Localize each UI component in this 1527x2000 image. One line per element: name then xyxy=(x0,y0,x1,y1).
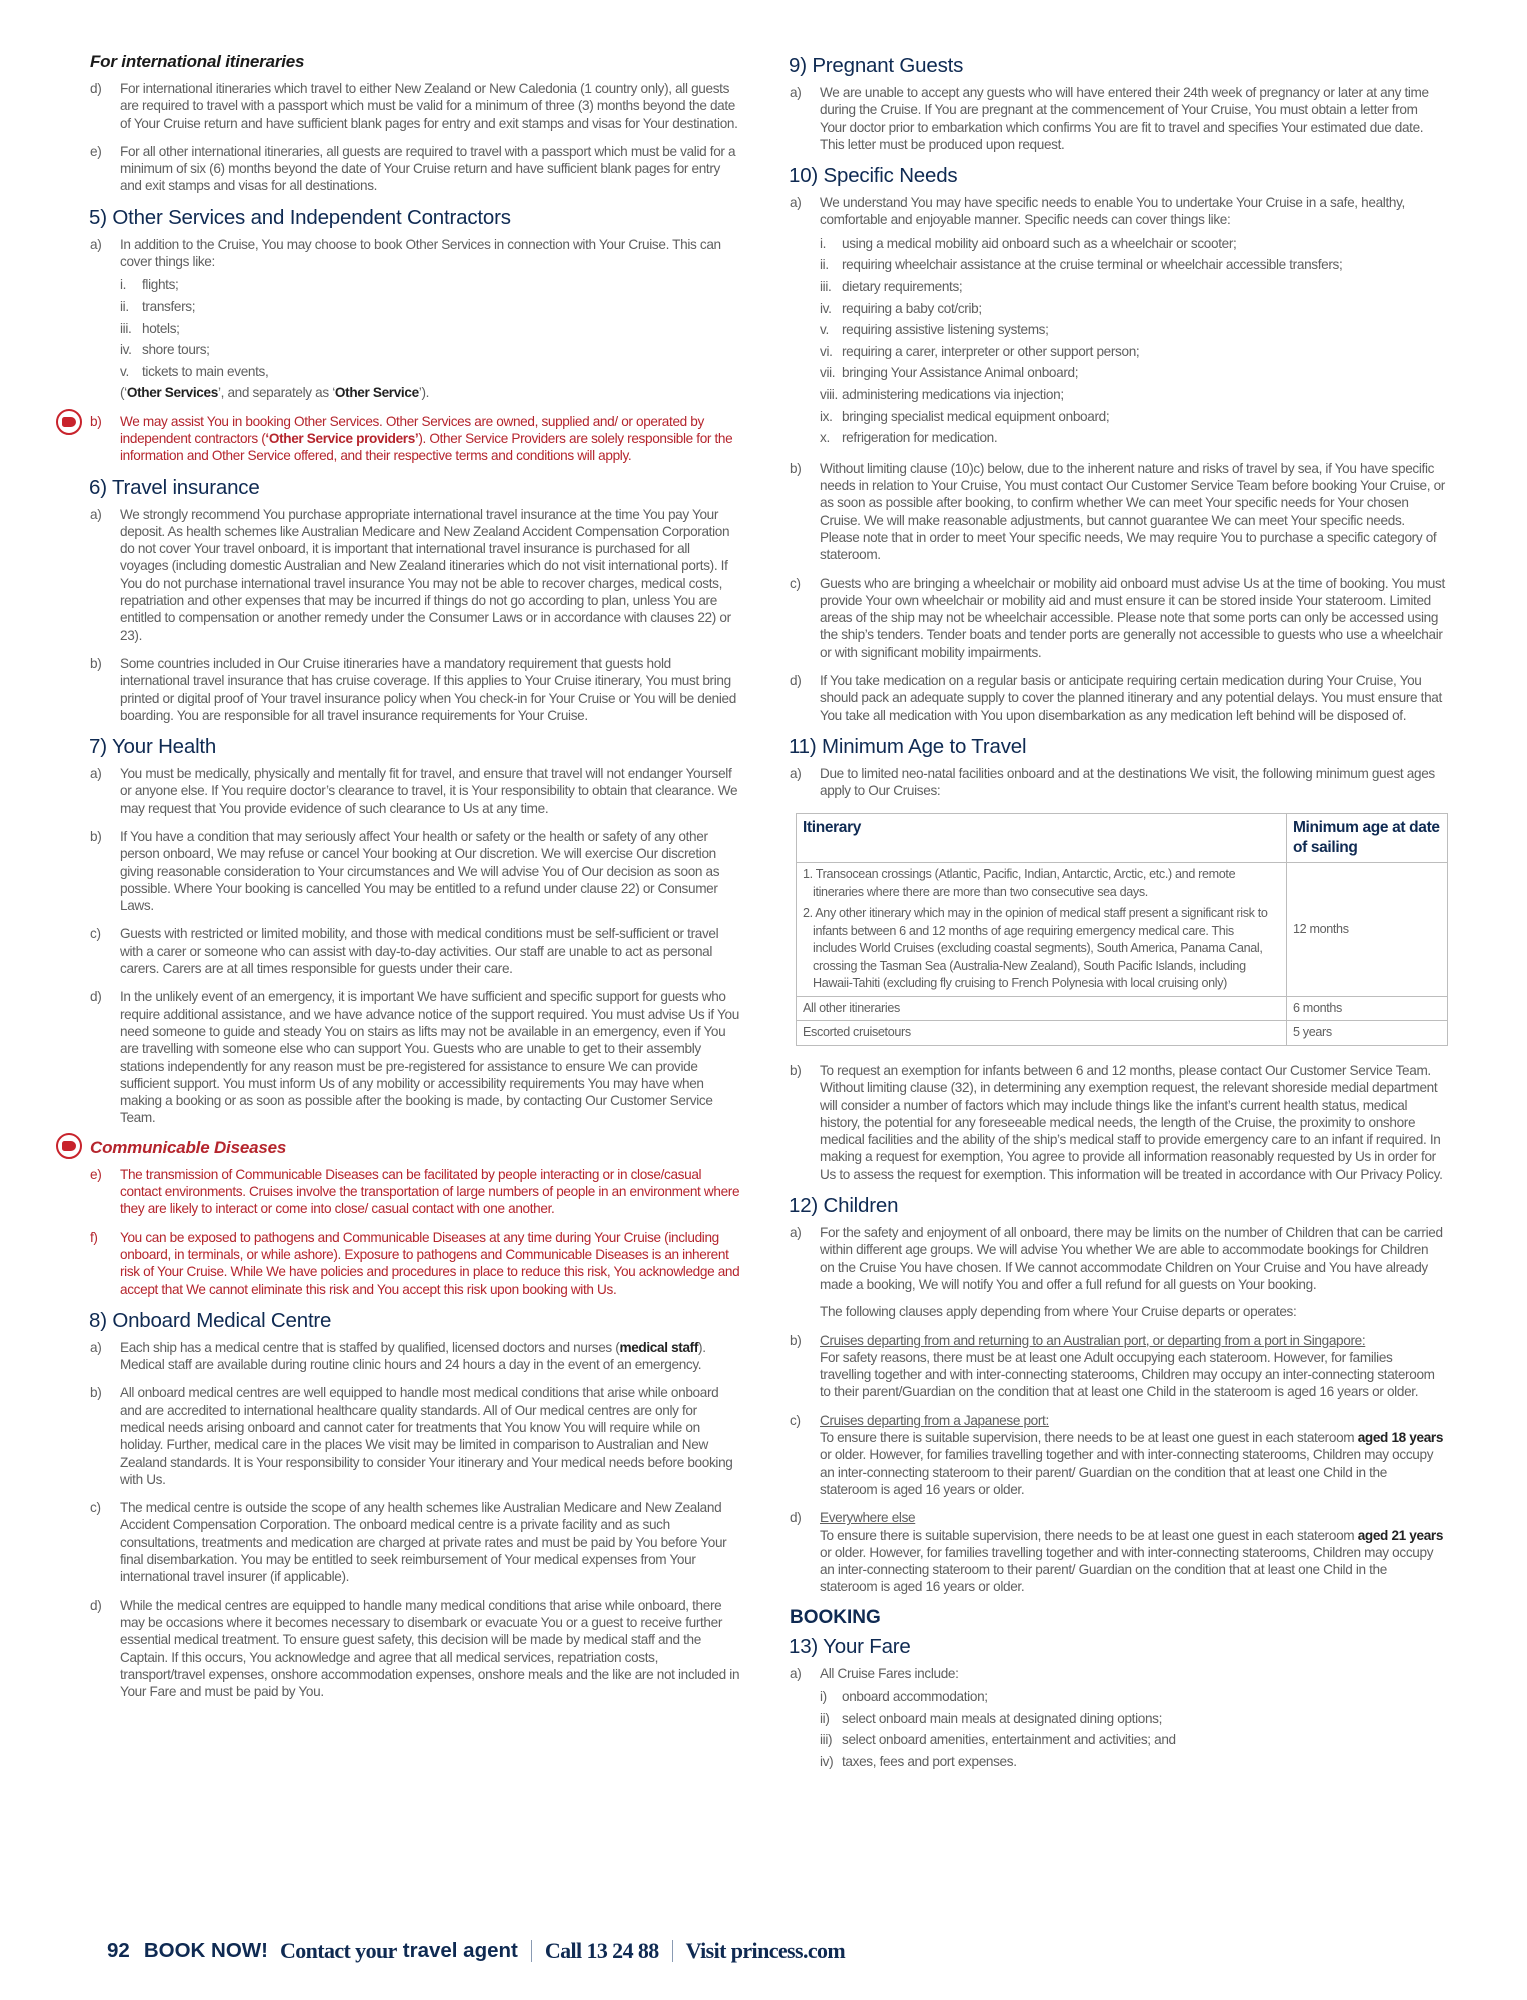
section-12-title: 12) Children xyxy=(789,1194,899,1218)
clause-7c: c) Guests with restricted or limited mobility, and those with medical conditions must be self-sufficient or travel with a carer or someone who can assist with day-to-day activities. Our staff are unable to act as personal carers. Carers are at all times responsible for guests under their care. xyxy=(90,926,719,977)
clause-6b: b) Some countries included in Our Cruise itineraries have a mandatory requirement that guests hold international travel insurance that has cruise coverage. If this applies to Your Cruise itinerary, You must bring printed or digital proof of Your travel insurance policy when You check-in for Your Cruise or You will be denied boarding. You are responsible for all travel insurance requirements for Your Cruise. xyxy=(90,655,736,723)
clause-7a: a) You must be medically, physically and mentally fit for travel, and ensure that travel will not endanger Yourself or anyone else. If You require doctor’s clearance to travel, it is Your responsibility to obtain that clearance. We may request that You provide evidence of such clearance to Us at any time. xyxy=(90,766,738,816)
clause-10d: d) If You take medication on a regular basis or anticipate requiring certain medication during Your Cruise, You should pack an adequate supply to cover the planned itinerary and any potential delays. You must ensure that You take all medication with You upon disembarkation as any medication left behind will be disposed of. xyxy=(790,672,1442,723)
communicable-diseases-heading: Communicable Diseases xyxy=(90,1138,740,1158)
book-now-label: BOOK NOW! xyxy=(143,1939,268,1962)
minimum-age-table xyxy=(796,813,1448,1046)
list-item: i. flights; xyxy=(120,277,179,293)
call-phone-link[interactable]: Call 13 24 88 xyxy=(544,1938,659,1963)
fare-includes-list xyxy=(820,1686,1445,1772)
table-header-row xyxy=(797,814,1448,863)
list-item: i. using a medical mobility aid onboard such as a wheelchair or scooter; xyxy=(820,235,1237,251)
section-5-title: 5) Other Services and Independent Contractors xyxy=(89,205,511,229)
clause-12a: a) For the safety and enjoyment of all onboard, there may be limits on the number of Children that can be carried within different age groups. We will advise You whether We are able to accommodate bookings for Children on the Cruise You have chosen. If We cannot accommodate Children on Your Cruise and You have already made a booking, We will notify You and offer a full refund for all guests on Your booking. The following clauses apply depending from where Your Cruise departs or operates: xyxy=(790,1225,1443,1320)
contact-label: Contact your xyxy=(279,1938,397,1963)
list-item: viii. administering medications via injection; xyxy=(820,386,1064,402)
clause-4d: d) For international itineraries which travel to either New Zealand or New Caledonia (1 country only), all guests are required to travel with a passport which must be valid for a minimum of three (3) months beyond the date of Your Cruise return and have sufficient blank pages for entry and exit stamps and visas for Your destination. xyxy=(90,81,738,131)
list-item: iv. requiring a baby cot/crib; xyxy=(820,300,982,316)
column-header: Minimum age at date of sailing xyxy=(1287,814,1448,863)
list-item: iii. hotels; xyxy=(120,320,180,336)
clause-7f: f) You can be exposed to pathogens and Communicable Diseases at any time during Your Cruise (including onboard, in terminals, or while ashore). Exposure to pathogens and Communicable Diseases is an inherent risk of Your Cruise. While We have policies and procedures in place to reduce this risk, You acknowledge and accept that We cannot eliminate this risk and You accept this risk upon booking with Us. xyxy=(90,1229,740,1297)
list-item: ii. requiring wheelchair assistance at the cruise terminal or wheelchair accessible transfers; xyxy=(820,257,1343,273)
clause-11a: a) Due to limited neo-natal facilities onboard and at the destinations We visit, the following minimum guest ages apply to Our Cruises: xyxy=(790,765,1435,799)
clause-8a: a) Each ship has a medical centre that is staffed by qualified, licensed doctors and nurses (medical staff). Medical staff are available during routine clinic hours and 24 hours a day in the event of an emergency. xyxy=(90,1339,706,1373)
other-services-list xyxy=(120,274,740,382)
section-13-title: 13) Your Fare xyxy=(789,1634,911,1658)
list-item: x. refrigeration for medication. xyxy=(820,430,998,446)
section-11-title: 11) Minimum Age to Travel xyxy=(789,734,1027,758)
divider xyxy=(531,1940,532,1962)
clause-8c: c) The medical centre is outside the scope of any health schemes like Australian Medicare and New Zealand Accident Compensation Corporation. The onboard medical centre is a private facility and as such consultations, treatments and medication are charged at private rates and must be paid by You before Your final disembarkation. You may be entitled to seek reimbursement of Your medical expenses from Your international travel insurer (if applicable). xyxy=(90,1500,727,1585)
list-item: i) onboard accommodation; xyxy=(820,1688,988,1704)
clause-9a: a) We are unable to accept any guests who will have entered their 24th week of pregnancy or later at any time during the Cruise. If You are pregnant at the commencement of Your Cruise, You must obtain a letter from Your doctor prior to embarkation which confirms You are fit to travel and specifies Your estimated due date. This letter must be produced upon request. xyxy=(790,85,1429,152)
list-item: v. requiring assistive listening systems; xyxy=(820,322,1049,338)
clause-4e: e) For all other international itineraries, all guests are required to travel with a passport which must be valid for a minimum of six (6) months beyond the date of Your Cruise return and have sufficient blank pages for entry and exit stamps and visas for all destinations. xyxy=(90,143,736,194)
clause-7e: e) The transmission of Communicable Diseases can be facilitated by people interacting or in close/casual contact environments. Cruises involve the transportation of large numbers of people in an environment where they are likely to interact or come into close/ casual contact with one another. xyxy=(90,1166,740,1217)
clause-13a: a) All Cruise Fares include: i) onboard accommodation; ii) select onboard main meals at designated dining options; iii) select onboard amenities, entertainment and activities; and iv) taxes, fees and port expenses. xyxy=(790,1665,1445,1773)
specific-needs-list xyxy=(820,233,1445,449)
list-item: vi. requiring a carer, interpreter or other support person; xyxy=(820,343,1140,359)
clause-10c: c) Guests who are bringing a wheelchair or mobility aid onboard must advise Us at the time of booking. You must provide Your own wheelchair or mobility aid and must ensure it can be stored inside Your stateroom. Limited areas of the ship may not be wheelchair accessible. Please note that some ports can only be accessed using the ship’s tenders. Tender boats and tender ports are generally not accessible to guests who use a wheelchair or with significant mobility impairments. xyxy=(790,575,1445,660)
table-row: 1. Transocean crossings (Atlantic, Pacific, Indian, Antarctic, Arctic, etc.) and remote itineraries where there are more than two consecutive sea days. 2. Any other itinerary which may in the opinion of medical staff present a significant risk to infants between 6 and 12 months of age requiring emergency medical care. This includes World Cruises (excluding coastal segments), South America, Panama Canal, crossing the Tasman Sea (Australia-New Zealand), South Pacific Islands, including Hawaii-Tahiti (excluding fly cruising to French Polynesia with local cruising only) 12 months xyxy=(797,863,1448,997)
pointing-hand-icon xyxy=(56,1133,82,1159)
clause-10b: b) Without limiting clause (10)c) below, due to the inherent nature and risks of travel by sea, if You have specific needs in relation to Your Cruise, You must contact Our Customer Service Team before booking Your Cruise, or as soon as possible after booking, to confirm whether We can meet Your specific needs for Your chosen Cruise. We will make reasonable adjustments, but cannot guarantee We can meet Your specific needs. Please note that in order to meet Your specific needs, We may require You to purchase a specific category of stateroom. xyxy=(790,460,1445,563)
pointing-hand-icon xyxy=(56,409,82,435)
right-column xyxy=(790,52,1445,1783)
section-6-title: 6) Travel insurance xyxy=(89,475,260,499)
page-footer xyxy=(107,1938,845,1964)
column-header: Itinerary xyxy=(797,814,1287,863)
clause-8b: b) All onboard medical centres are well equipped to handle most medical conditions that arise while onboard and are accredited to international healthcare quality standards. All of Our medical centres are only for medical needs arising onboard and cannot cater for treatments that You know You will require while on holiday. Further, medical care in the places We visit may be limited in comparison to Australian and New Zealand standards. It is Your responsibility to consider Your itinerary and Your medical needs before booking with Us. xyxy=(90,1385,733,1487)
list-item: vii. bringing Your Assistance Animal onboard; xyxy=(820,365,1079,381)
list-item: ii) select onboard main meals at designated dining options; xyxy=(820,1710,1163,1726)
clause-8d: d) While the medical centres are equipped to handle many medical conditions that arise while onboard, there may be occasions where it becomes necessary to disembark or evacuate You or a guest to receive further essential medical treatment. To ensure guest safety, this decision will be made by medical staff and the Captain. If this occurs, You acknowledge and agree that all medical services, repatriation costs, transport/travel expenses, onshore accommodation expenses, onshore meals and the like are not included in Your Fare and must be paid by You. xyxy=(90,1597,740,1700)
list-item: ix. bringing specialist medical equipment onboard; xyxy=(820,408,1110,424)
intl-itineraries-heading: For international itineraries xyxy=(90,52,305,71)
section-10-title: 10) Specific Needs xyxy=(789,164,958,188)
clause-6a: a) We strongly recommend You purchase appropriate international travel insurance at the time You pay Your deposit. As health schemes like Australian Medicare and New Zealand Accident Compensation Corporation do not cover Your travel onboard, it is important that international travel insurance is purchased for all voyages (including domestic Australian and New Zealand itineraries which do not visit international ports). If You do not purchase international travel insurance You may not be able to recover charges, medical costs, repatriation and other expenses that may be incurred if things do not go according to plan, unless You are entitled to compensation or another remedy under the Consumer Laws or in accordance with clauses 22) or 23). xyxy=(90,506,731,643)
left-column xyxy=(90,52,740,1711)
list-item: iii. dietary requirements; xyxy=(820,278,963,294)
travel-agent-label: travel agent xyxy=(402,1939,518,1962)
section-7-title: 7) Your Health xyxy=(89,735,217,759)
other-services-definition: (‘Other Services’, and separately as ‘Other Service’). xyxy=(120,385,430,401)
list-item: iv. shore tours; xyxy=(120,342,210,358)
list-item: iii) select onboard amenities, entertainment and activities; and xyxy=(820,1732,1176,1748)
section-8-title: 8) Onboard Medical Centre xyxy=(89,1308,332,1332)
visit-website-link[interactable]: Visit princess.com xyxy=(685,1938,846,1963)
clause-12d: d) Everywhere else To ensure there is suitable supervision, there needs to be at least one guest in each stateroom aged 21 years or older. However, for families travelling together and with inter-connecting staterooms, Children may occupy an inter-connecting stateroom to their parent/ Guardian on the condition that at least one Child in the stateroom is aged 16 years or older. xyxy=(790,1510,1444,1595)
clause-10a: a) We understand You may have specific needs to enable You to undertake Your Cruise in a safe, healthy, comfortable and enjoyable manner. Specific needs can cover things like: i. using a medical mobility aid onboard such as a wheelchair or scooter; ii. requiring wheelchair assistance at the cruise terminal or wheelchair accessible transfers; iii. dietary requirements; iv. requiring a baby cot/crib; v. requiring assistive listening systems; vi. requiring a carer, interpreter or other support person; vii. bringing Your Assistance Animal onboard; viii. administering medications via injection; ix. bringing specialist medical equipment onboard; x. refrigeration for medication. xyxy=(790,194,1445,449)
clause-12c: c) Cruises departing from a Japanese port: To ensure there is suitable supervision, there needs to be at least one guest in each stateroom aged 18 years or older. However, for families travelling together and with inter-connecting staterooms, Children may occupy an inter-connecting stateroom to their parent/ Guardian on the condition that at least one Child in the stateroom is aged 16 years or older. xyxy=(790,1412,1444,1497)
list-item: v. tickets to main events, xyxy=(120,363,269,379)
clause-5a: a) In addition to the Cruise, You may choose to book Other Services in connection with Your Cruise. This can cover things like: i. flights; ii. transfers; iii. hotels; iv. shore tours; v. tickets to main events, (‘Other Services’, and separately as ‘Other Service’). xyxy=(90,236,740,402)
table-row: Escorted cruisetours 5 years xyxy=(797,1021,1448,1046)
table-row: All other itineraries 6 months xyxy=(797,996,1448,1021)
clause-7d: d) In the unlikely event of an emergency, it is important We have sufficient and specific support for guests who require additional assistance, and we have advance notice of the support required. You must advise Us if You need someone to guide and steady You on stairs as lifts may not be available in an emergency, even if You are travelling with someone else who can support You. Guests who are unable to get to their assembly stations independently for any reason must be pre-registered for assistance to ensure We can provide sufficient support. You must inform Us of any mobility or accessibility requirements You may have when making a booking or as soon as possible after the booking is made, by contacting Our Customer Service Team. xyxy=(90,989,739,1126)
section-9-title: 9) Pregnant Guests xyxy=(789,54,964,77)
divider xyxy=(672,1940,673,1962)
clause-11b: b) To request an exemption for infants between 6 and 12 months, please contact Our Customer Service Team. Without limiting clause (32), in determining any exemption request, the relevant shoreside medial department will consider a number of factors which may include things like the infant’s current health status, medical history, the potential for any foreseeable medical needs, the length of the Cruise, the proximity to onshore medical facilities and the ability of the ship’s medical staff to provide emergency care to an infant if required. In making a request for exemption, You agree to provide all information reasonably requested by Us in order for Us to assess the request for exemption. This information will be treated in accordance with Our Privacy Policy. xyxy=(790,1062,1443,1182)
page-number: 92 xyxy=(107,1939,130,1962)
clause-5b: b) We may assist You in booking Other Services. Other Services are owned, supplied and/ or operated by independent contractors (‘Other Service providers’). Other Service Providers are solely responsible for the information and Other Service offered, and their respective terms and conditions will apply. xyxy=(90,413,740,465)
list-item: iv) taxes, fees and port expenses. xyxy=(820,1753,1017,1769)
list-item: ii. transfers; xyxy=(120,298,196,314)
booking-heading: BOOKING xyxy=(790,1606,881,1628)
clause-12b: b) Cruises departing from and returning to an Australian port, or departing from a port in Singapore: For safety reasons, there must be at least one Adult occupying each stateroom. However, for families travelling together and with inter-connecting staterooms, Children may occupy an inter-connecting stateroom to their parent/Guardian on the condition that at least one Child in the stateroom is aged 16 years or older. xyxy=(790,1332,1435,1400)
clause-7b: b) If You have a condition that may seriously affect Your health or safety or the health or safety of any other person onboard, We may refuse or cancel Your booking at Our discretion. We will exercise Our discretion giving reasonable consideration to Your circumstances and We will advise You of Our decision as soon as possible. Where Your booking is cancelled You may be entitled to a refund under clause 22) or Consumer Laws. xyxy=(90,828,720,914)
